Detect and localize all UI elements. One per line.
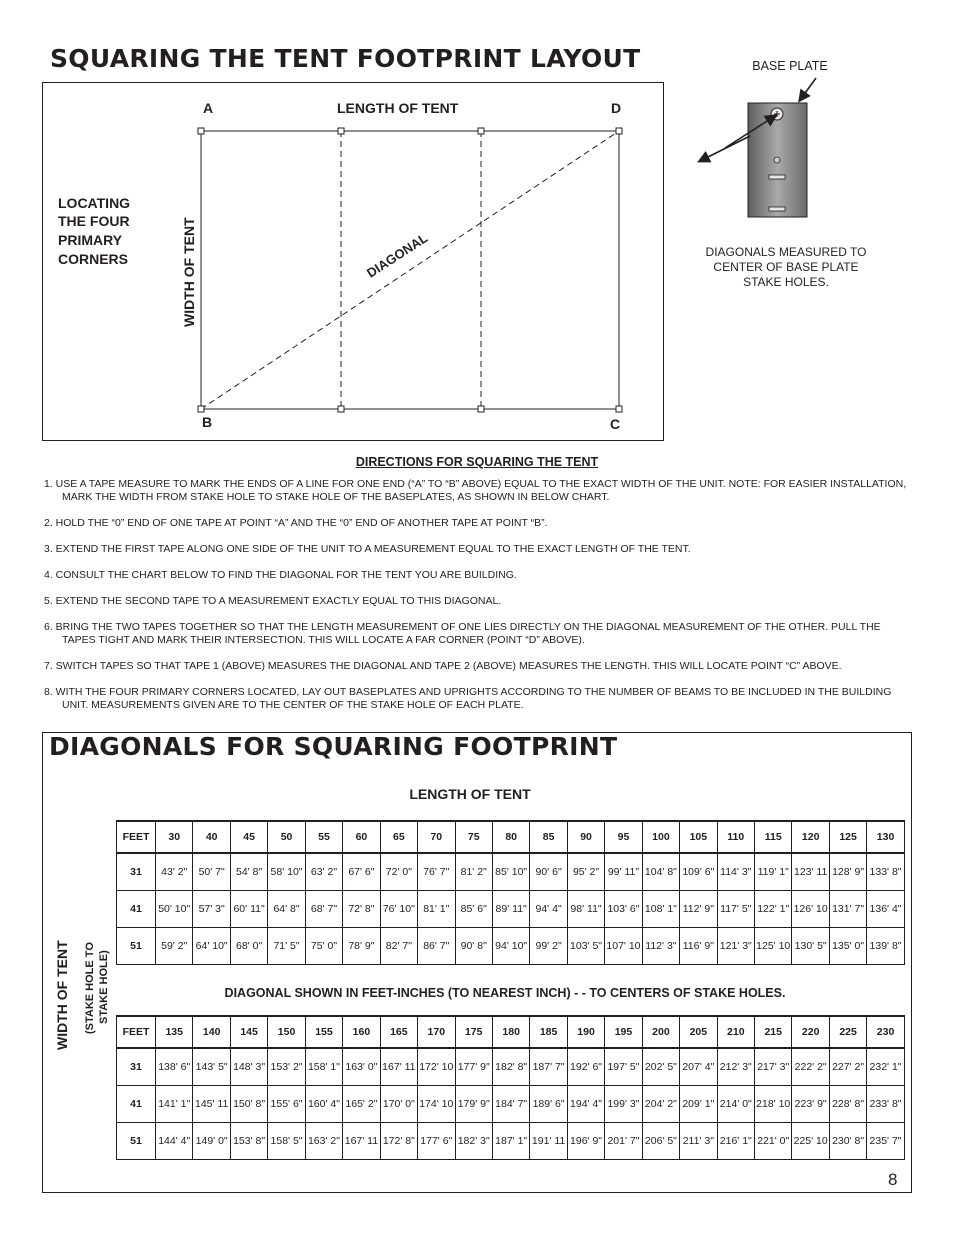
table-diagonal-cell: 163' 0" xyxy=(343,1048,380,1086)
table-diagonal-cell: 138' 6" xyxy=(156,1048,193,1086)
table-diagonal-cell: 148' 3" xyxy=(230,1048,267,1086)
table-header-length: 180 xyxy=(492,1016,529,1048)
base-plate-label: BASE PLATE xyxy=(752,59,828,73)
table-header-length: 160 xyxy=(343,1016,380,1048)
table-diagonal-cell: 85' 6" xyxy=(455,891,492,928)
table-diagonal-cell: 160' 4" xyxy=(305,1086,342,1123)
table-diagonal-cell: 187' 7" xyxy=(530,1048,567,1086)
table-diagonal-cell: 119' 1" xyxy=(755,853,792,891)
locating-text-3: PRIMARY xyxy=(58,232,123,248)
table-width-cell: 51 xyxy=(117,928,156,965)
table-diagonal-cell: 103' 5" xyxy=(567,928,604,965)
table-diagonal-cell: 167' 11 xyxy=(380,1048,417,1086)
table-header-length: 80 xyxy=(492,821,529,853)
corner-b-label: B xyxy=(202,414,213,430)
table-diagonal-cell: 54' 8" xyxy=(230,853,267,891)
table-diagonal-cell: 109' 6" xyxy=(680,853,717,891)
table-diagonal-cell: 223' 9" xyxy=(792,1086,829,1123)
table-row xyxy=(117,1086,905,1123)
table-diagonal-cell: 59' 2" xyxy=(156,928,193,965)
table-diagonal-cell: 107' 10 xyxy=(605,928,642,965)
table-diagonal-cell: 117' 5" xyxy=(717,891,754,928)
table-diagonal-cell: 50' 7" xyxy=(193,853,230,891)
table-diagonal-cell: 122' 1" xyxy=(755,891,792,928)
direction-step: 3. EXTEND THE FIRST TAPE ALONG ONE SIDE OF THE UNIT TO A MEASUREMENT EQUAL TO THE EXACT LENGTH OF THE TENT. xyxy=(44,543,691,555)
table-diagonal-cell: 199' 3" xyxy=(605,1086,642,1123)
diagonals-table-1 xyxy=(116,820,905,965)
table-header-length: 100 xyxy=(642,821,679,853)
table-diagonal-cell: 136' 4" xyxy=(867,891,904,928)
table-header-feet: FEET xyxy=(117,1016,156,1048)
direction-step: 2. HOLD THE “0” END OF ONE TAPE AT POINT “A” AND THE “0” END OF ANOTHER TAPE AT POINT “B”. xyxy=(44,517,548,529)
table-diagonal-cell: 153' 2" xyxy=(268,1048,305,1086)
table-diagonal-cell: 141' 1" xyxy=(156,1086,193,1123)
table-header-length: 140 xyxy=(193,1016,230,1048)
table-header-length: 50 xyxy=(268,821,305,853)
table-diagonal-cell: 228' 8" xyxy=(829,1086,866,1123)
table-width-cell: 41 xyxy=(117,891,156,928)
table-diagonal-cell: 201' 7" xyxy=(605,1123,642,1160)
table-diagonal-cell: 104' 8" xyxy=(642,853,679,891)
table-diagonal-cell: 60' 11" xyxy=(230,891,267,928)
table-diagonal-cell: 197' 5" xyxy=(605,1048,642,1086)
table-diagonal-cell: 71' 5" xyxy=(268,928,305,965)
locating-text-2: THE FOUR xyxy=(58,213,130,229)
table-diagonal-cell: 81' 1" xyxy=(418,891,455,928)
table-diagonal-cell: 128' 9" xyxy=(829,853,866,891)
table-header-length: 85 xyxy=(530,821,567,853)
table-diagonal-cell: 172' 8" xyxy=(380,1123,417,1160)
table-diagonal-cell: 103' 6" xyxy=(605,891,642,928)
table-header-length: 165 xyxy=(380,1016,417,1048)
table-diagonal-cell: 143' 5" xyxy=(193,1048,230,1086)
table-diagonal-cell: 145' 11 xyxy=(193,1086,230,1123)
table-diagonal-cell: 90' 6" xyxy=(530,853,567,891)
table-diagonal-cell: 82' 7" xyxy=(380,928,417,965)
table-diagonal-cell: 172' 10 xyxy=(418,1048,455,1086)
table-diagonal-cell: 214' 0" xyxy=(717,1086,754,1123)
table-header-length: 120 xyxy=(792,821,829,853)
table-diagonal-cell: 206' 5" xyxy=(642,1123,679,1160)
table-diagonal-cell: 50' 10" xyxy=(156,891,193,928)
table-header-length: 225 xyxy=(829,1016,866,1048)
table-diagonal-cell: 108' 1" xyxy=(642,891,679,928)
table-header-length: 125 xyxy=(829,821,866,853)
direction-step: 8. WITH THE FOUR PRIMARY CORNERS LOCATED, LAY OUT BASEPLATES AND UPRIGHTS ACCORDING TO THE NUMBER OF BEAMS TO BE INCLUDED IN THE BUILDING UNIT. MEASUREMENTS GIVEN ARE TO THE CENTER OF THE STAKE HOLE OF EACH PLATE. xyxy=(44,686,892,711)
table-diagonal-cell: 98' 11" xyxy=(567,891,604,928)
table-diagonal-cell: 123' 11 xyxy=(792,853,829,891)
table-header-length: 70 xyxy=(418,821,455,853)
table-diagonal-cell: 235' 7" xyxy=(867,1123,904,1160)
table-header-length: 115 xyxy=(755,821,792,853)
table-diagonal-cell: 112' 9" xyxy=(680,891,717,928)
table-diagonal-cell: 135' 0" xyxy=(829,928,866,965)
table-diagonal-cell: 177' 6" xyxy=(418,1123,455,1160)
direction-step: 5. EXTEND THE SECOND TAPE TO A MEASUREMENT EXACTLY EQUAL TO THIS DIAGONAL. xyxy=(44,595,502,607)
table-diagonal-cell: 204' 2" xyxy=(642,1086,679,1123)
table-diagonal-cell: 232' 1" xyxy=(867,1048,904,1086)
table-diagonal-cell: 174' 10 xyxy=(418,1086,455,1123)
table-diagonal-cell: 202' 5" xyxy=(642,1048,679,1086)
table-length-label: LENGTH OF TENT xyxy=(409,786,531,802)
table-diagonal-cell: 184' 7" xyxy=(492,1086,529,1123)
table-header-length: 105 xyxy=(680,821,717,853)
table-diagonal-cell: 139' 8" xyxy=(867,928,904,965)
table-diagonal-cell: 94' 4" xyxy=(530,891,567,928)
table-diagonal-cell: 207' 4" xyxy=(680,1048,717,1086)
table-header-length: 130 xyxy=(867,821,904,853)
table-header-length: 230 xyxy=(867,1016,904,1048)
table-diagonal-cell: 125' 10 xyxy=(755,928,792,965)
table-diagonal-cell: 194' 4" xyxy=(567,1086,604,1123)
table-header-length: 55 xyxy=(305,821,342,853)
table-diagonal-cell: 222' 2" xyxy=(792,1048,829,1086)
table-diagonal-cell: 179' 9" xyxy=(455,1086,492,1123)
table-row xyxy=(117,891,905,928)
diagonal-note: DIAGONAL SHOWN IN FEET-INCHES (TO NEAREST INCH) - - TO CENTERS OF STAKE HOLES. xyxy=(224,986,786,1000)
table-diagonal-cell: 149' 0" xyxy=(193,1123,230,1160)
table-diagonal-cell: 89' 11" xyxy=(492,891,529,928)
table-diagonal-cell: 86' 7" xyxy=(418,928,455,965)
table-diagonal-cell: 133' 8" xyxy=(867,853,904,891)
table-diagonal-cell: 209' 1" xyxy=(680,1086,717,1123)
direction-step: 4. CONSULT THE CHART BELOW TO FIND THE DIAGONAL FOR THE TENT YOU ARE BUILDING. xyxy=(44,569,517,581)
locating-text-4: CORNERS xyxy=(58,251,129,267)
table-header-length: 135 xyxy=(156,1016,193,1048)
table-diagonal-cell: 63' 2" xyxy=(305,853,342,891)
table-width-sub-1: (STAKE HOLE TO xyxy=(84,942,96,1034)
table-diagonal-cell: 189' 6" xyxy=(530,1086,567,1123)
table-diagonal-cell: 177' 9" xyxy=(455,1048,492,1086)
table-diagonal-cell: 85' 10" xyxy=(492,853,529,891)
table-diagonal-cell: 68' 0" xyxy=(230,928,267,965)
table-diagonal-cell: 121' 3" xyxy=(717,928,754,965)
table-diagonal-cell: 217' 3" xyxy=(755,1048,792,1086)
table-width-cell: 41 xyxy=(117,1086,156,1123)
table-header-length: 75 xyxy=(455,821,492,853)
table-header-length: 155 xyxy=(305,1016,342,1048)
table-header-length: 185 xyxy=(530,1016,567,1048)
table-diagonal-cell: 64' 10" xyxy=(193,928,230,965)
table-diagonal-cell: 67' 6" xyxy=(343,853,380,891)
table-diagonal-cell: 75' 0" xyxy=(305,928,342,965)
table-header-length: 195 xyxy=(605,1016,642,1048)
table-diagonal-cell: 196' 9" xyxy=(567,1123,604,1160)
width-of-tent-label: WIDTH OF TENT xyxy=(181,217,197,327)
corner-a-label: A xyxy=(203,100,214,116)
table-diagonal-cell: 182' 3" xyxy=(455,1123,492,1160)
table-diagonal-cell: 225' 10 xyxy=(792,1123,829,1160)
table-diagonal-cell: 227' 2" xyxy=(829,1048,866,1086)
table-header-length: 40 xyxy=(193,821,230,853)
table-diagonal-cell: 218' 10 xyxy=(755,1086,792,1123)
page-number: 8 xyxy=(888,1170,898,1189)
table-diagonal-cell: 112' 3" xyxy=(642,928,679,965)
direction-step: 7. SWITCH TAPES SO THAT TAPE 1 (ABOVE) MEASURES THE DIAGONAL AND TAPE 2 (ABOVE) MEASURES THE LENGTH. THIS WILL LOCATE POINT “C” ABOVE. xyxy=(44,660,842,672)
table-diagonal-cell: 58' 10" xyxy=(268,853,305,891)
layout-title: SQUARING THE TENT FOOTPRINT LAYOUT xyxy=(50,44,641,73)
table-diagonal-cell: 163' 2" xyxy=(305,1123,342,1160)
table-diagonal-cell: 43' 2" xyxy=(156,853,193,891)
table-header-length: 45 xyxy=(230,821,267,853)
table-diagonal-cell: 57' 3" xyxy=(193,891,230,928)
diagonal-label: DIAGONAL xyxy=(364,230,431,281)
directions-title: DIRECTIONS FOR SQUARING THE TENT xyxy=(355,455,599,469)
table-diagonal-cell: 165' 2" xyxy=(343,1086,380,1123)
table-row xyxy=(117,1123,905,1160)
base-plate-note-2: CENTER OF BASE PLATE xyxy=(713,260,859,274)
table-header-length: 220 xyxy=(792,1016,829,1048)
table-header-length: 200 xyxy=(642,1016,679,1048)
table-width-cell: 51 xyxy=(117,1123,156,1160)
table-diagonal-cell: 94' 10" xyxy=(492,928,529,965)
base-plate-note-1: DIAGONALS MEASURED TO xyxy=(705,245,867,259)
directions-list xyxy=(44,478,916,725)
table-diagonal-cell: 116' 9" xyxy=(680,928,717,965)
table-diagonal-cell: 131' 7" xyxy=(829,891,866,928)
direction-step: 6. BRING THE TWO TAPES TOGETHER SO THAT THE LENGTH MEASUREMENT OF ONE LIES DIRECTLY ON THE DIAGONAL MEASUREMENT OF THE OTHER. PULL THE TAPES TIGHT AND MARK THEIR INTERSECTION. THIS WILL LOCATE A FAR CORNER (POINT “D” ABOVE). xyxy=(44,621,881,646)
table-diagonal-cell: 144' 4" xyxy=(156,1123,193,1160)
table-diagonal-cell: 126' 10 xyxy=(792,891,829,928)
table-header-length: 95 xyxy=(605,821,642,853)
table-diagonal-cell: 167' 11 xyxy=(343,1123,380,1160)
table-diagonal-cell: 64' 8" xyxy=(268,891,305,928)
table-diagonal-cell: 191' 11 xyxy=(530,1123,567,1160)
table-header-length: 110 xyxy=(717,821,754,853)
table-diagonal-cell: 158' 1" xyxy=(305,1048,342,1086)
table-header-length: 145 xyxy=(230,1016,267,1048)
table-width-cell: 31 xyxy=(117,853,156,891)
table-diagonal-cell: 212' 3" xyxy=(717,1048,754,1086)
table-diagonal-cell: 170' 0" xyxy=(380,1086,417,1123)
table-diagonal-cell: 182' 8" xyxy=(492,1048,529,1086)
table-header-length: 60 xyxy=(343,821,380,853)
corner-d-label: D xyxy=(611,100,622,116)
table-diagonal-cell: 233' 8" xyxy=(867,1086,904,1123)
table-header-feet: FEET xyxy=(117,821,156,853)
table-header-length: 170 xyxy=(418,1016,455,1048)
table-diagonal-cell: 76' 7" xyxy=(418,853,455,891)
table-header-length: 175 xyxy=(455,1016,492,1048)
table-header-length: 215 xyxy=(755,1016,792,1048)
table-diagonal-cell: 99' 11" xyxy=(605,853,642,891)
table-width-label: WIDTH OF TENT xyxy=(54,940,70,1050)
corner-c-label: C xyxy=(610,416,621,432)
table-diagonal-cell: 72' 8" xyxy=(343,891,380,928)
length-of-tent-label: LENGTH OF TENT xyxy=(337,100,459,116)
table-header-length: 150 xyxy=(268,1016,305,1048)
table-header-length: 90 xyxy=(567,821,604,853)
table-diagonal-cell: 72' 0" xyxy=(380,853,417,891)
table-diagonal-cell: 90' 8" xyxy=(455,928,492,965)
table-diagonal-cell: 130' 5" xyxy=(792,928,829,965)
table-diagonal-cell: 76' 10" xyxy=(380,891,417,928)
table-row xyxy=(117,853,905,891)
base-plate-note-3: STAKE HOLES. xyxy=(743,275,829,289)
table-diagonal-cell: 114' 3" xyxy=(717,853,754,891)
table-diagonal-cell: 211' 3" xyxy=(680,1123,717,1160)
table-diagonal-cell: 95' 2" xyxy=(567,853,604,891)
table-row xyxy=(117,1048,905,1086)
table-header-length: 205 xyxy=(680,1016,717,1048)
diagonals-table-2 xyxy=(116,1015,905,1160)
diagonals-title: DIAGONALS FOR SQUARING FOOTPRINT xyxy=(49,732,618,761)
table-diagonal-cell: 192' 6" xyxy=(567,1048,604,1086)
table-diagonal-cell: 81' 2" xyxy=(455,853,492,891)
table-diagonal-cell: 230' 8" xyxy=(829,1123,866,1160)
table-diagonal-cell: 221' 0" xyxy=(755,1123,792,1160)
table-diagonal-cell: 158' 5" xyxy=(268,1123,305,1160)
locating-text-1: LOCATING xyxy=(58,195,131,211)
table-diagonal-cell: 153' 8" xyxy=(230,1123,267,1160)
direction-step: 1. USE A TAPE MEASURE TO MARK THE ENDS OF A LINE FOR ONE END (“A” TO “B” ABOVE) EQUAL TO THE EXACT WIDTH OF THE UNIT. NOTE: FOR EASIER INSTALLATION, MARK THE WIDTH FROM STAKE HOLE TO STAKE HOLE OF THE BASEPLATES, AS SHOWN IN BELOW CHART. xyxy=(44,478,907,503)
table-header-length: 210 xyxy=(717,1016,754,1048)
table-row xyxy=(117,928,905,965)
table-diagonal-cell: 99' 2" xyxy=(530,928,567,965)
table-header-length: 190 xyxy=(567,1016,604,1048)
table-header-length: 65 xyxy=(380,821,417,853)
table-diagonal-cell: 78' 9" xyxy=(343,928,380,965)
table-diagonal-cell: 216' 1" xyxy=(717,1123,754,1160)
table-width-sub-2: STAKE HOLE) xyxy=(98,950,110,1024)
table-diagonal-cell: 68' 7" xyxy=(305,891,342,928)
table-diagonal-cell: 155' 6" xyxy=(268,1086,305,1123)
table-diagonal-cell: 150' 8" xyxy=(230,1086,267,1123)
table-header-length: 30 xyxy=(156,821,193,853)
table-diagonal-cell: 187' 1" xyxy=(492,1123,529,1160)
table-width-cell: 31 xyxy=(117,1048,156,1086)
